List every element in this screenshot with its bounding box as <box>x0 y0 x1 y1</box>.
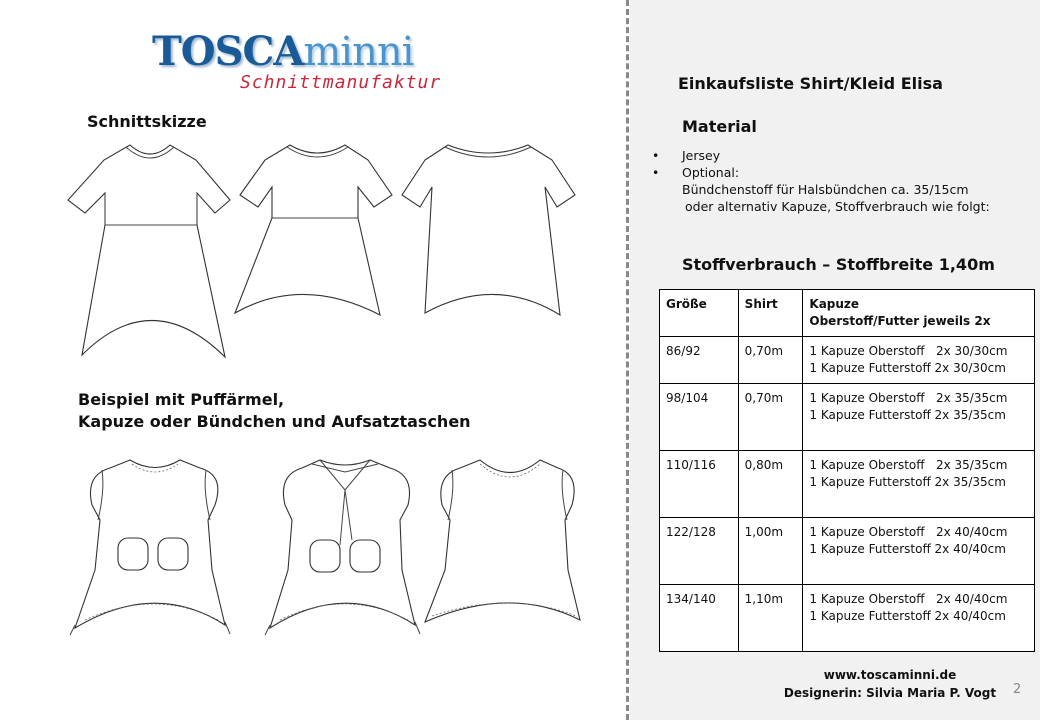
header-shirt: Shirt <box>738 290 803 337</box>
table-row <box>660 384 1035 451</box>
material-item-optional: Optional: <box>682 165 740 180</box>
material-item-jersey: Jersey <box>682 148 721 163</box>
table-row <box>660 585 1035 652</box>
footer-designer: Designerin: Silvia Maria P. Vogt <box>783 686 997 700</box>
table-header-row <box>660 290 1035 337</box>
material-item-cuff: Bündchenstoff für Halsbündchen ca. 35/15cm <box>682 182 969 197</box>
example-heading-line1: Beispiel mit Puffärmel, <box>78 390 285 409</box>
material-heading: Material <box>682 117 757 136</box>
cell-size: 86/92 <box>660 337 739 384</box>
puff-sleeve-dress-hood <box>265 460 420 635</box>
bullet-icon: • <box>652 165 660 180</box>
fabric-table <box>659 289 1035 652</box>
flat-sketches-top <box>40 135 620 370</box>
cell-shirt: 1,10m <box>738 585 803 652</box>
cell-size: 122/128 <box>660 518 739 585</box>
cell-hood: 1 Kapuze Oberstoff 2x 40/40cm 1 Kapuze Futterstoff 2x 40/40cm <box>803 518 1035 585</box>
cell-size: 98/104 <box>660 384 739 451</box>
shopping-list-title: Einkaufsliste Shirt/Kleid Elisa <box>678 74 943 93</box>
material-item-hood: oder alternativ Kapuze, Stoffverbrauch wie folgt: <box>685 199 990 214</box>
cell-hood: 1 Kapuze Oberstoff 2x 35/35cm 1 Kapuze Futterstoff 2x 35/35cm <box>803 384 1035 451</box>
puff-sleeve-dress-back <box>425 460 580 622</box>
page-number: 2 <box>1013 682 1022 697</box>
logo-part-2: minni <box>303 29 414 75</box>
cell-size: 110/116 <box>660 451 739 518</box>
flat-sketches-bottom <box>40 450 620 640</box>
cell-shirt: 1,00m <box>738 518 803 585</box>
cell-shirt: 0,70m <box>738 384 803 451</box>
table-row <box>660 451 1035 518</box>
cell-size: 134/140 <box>660 585 739 652</box>
table-row <box>660 337 1035 384</box>
cell-hood: 1 Kapuze Oberstoff 2x 35/35cm 1 Kapuze Futterstoff 2x 35/35cm <box>803 451 1035 518</box>
table-row <box>660 518 1035 585</box>
cell-shirt: 0,70m <box>738 337 803 384</box>
puff-sleeve-dress-pockets <box>70 460 230 635</box>
dashed-divider <box>626 0 629 720</box>
shirt-sketch-3 <box>402 145 575 315</box>
shirt-sketch-2 <box>235 145 392 315</box>
cell-hood: 1 Kapuze Oberstoff 2x 30/30cm 1 Kapuze Futterstoff 2x 30/30cm <box>803 337 1035 384</box>
cell-shirt: 0,80m <box>738 451 803 518</box>
cell-hood: 1 Kapuze Oberstoff 2x 40/40cm 1 Kapuze Futterstoff 2x 40/40cm <box>803 585 1035 652</box>
sketch-heading: Schnittskizze <box>87 112 207 131</box>
shirt-sketch-1 <box>68 145 230 357</box>
header-size: Größe <box>660 290 739 337</box>
example-heading-line2: Kapuze oder Bündchen und Aufsatztaschen <box>78 412 471 431</box>
bullet-icon: • <box>652 148 660 163</box>
header-hood: Kapuze Oberstoff/Futter jeweils 2x <box>803 290 1035 337</box>
footer-url: www.toscaminni.de <box>823 668 957 682</box>
logo-tagline: Schnittmanufaktur <box>240 72 442 93</box>
logo-part-1: TOSCA <box>152 28 304 75</box>
fabric-heading: Stoffverbrauch – Stoffbreite 1,40m <box>682 255 995 274</box>
logo-wordmark <box>152 28 413 75</box>
